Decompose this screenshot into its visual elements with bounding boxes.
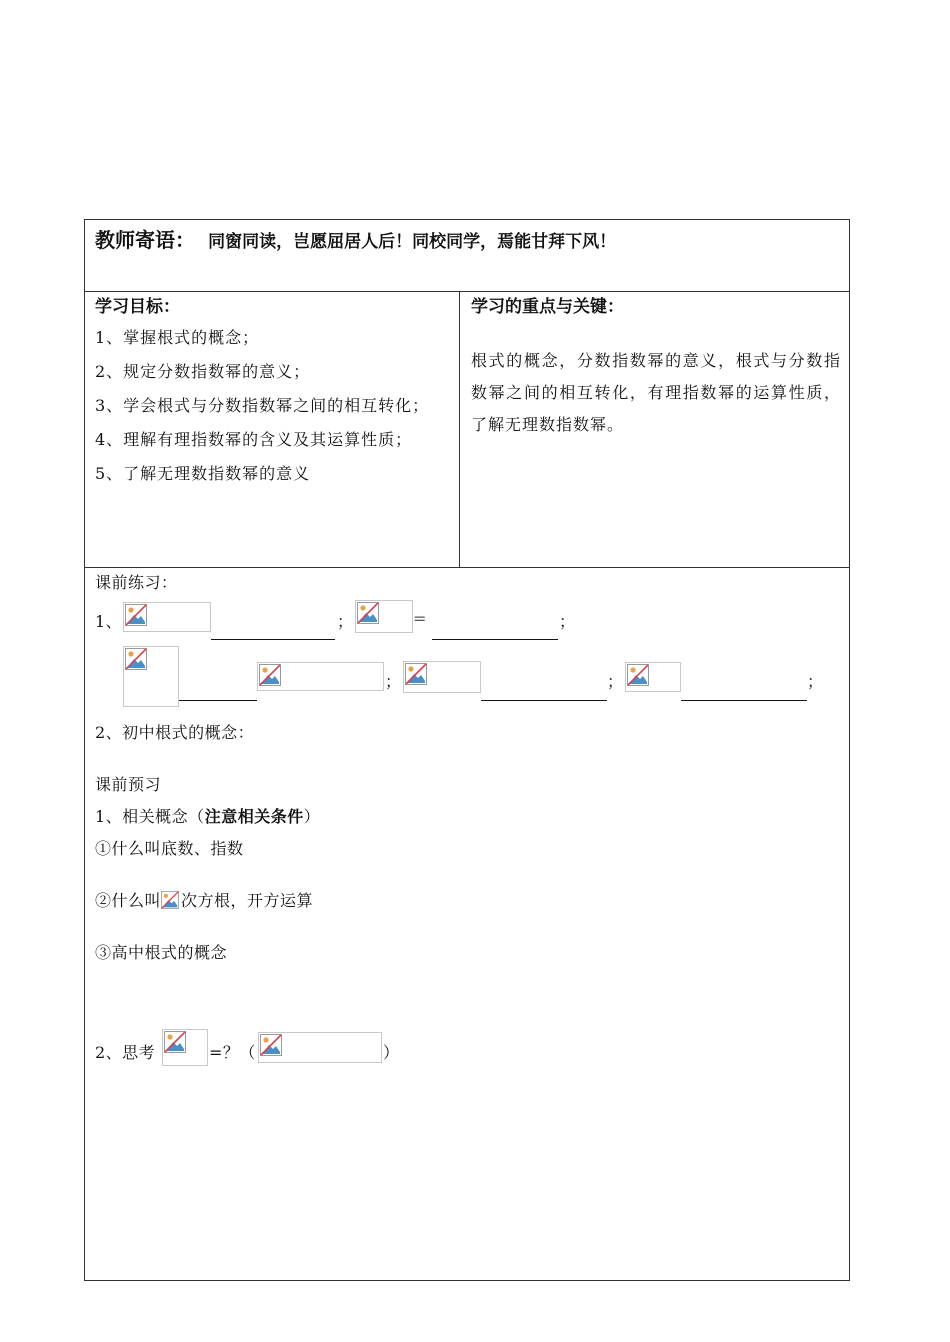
keypoints-text: 根式的概念，分数指数幂的意义，根式与分数指数幂之间的相互转化，有理指数幂的运算性质，了解无理数指数幂。 bbox=[471, 351, 841, 434]
answer-blank[interactable] bbox=[179, 700, 257, 701]
preview-sub-2-prefix: ②什么叫 bbox=[95, 891, 162, 910]
inline-formula-image bbox=[161, 891, 181, 909]
broken-image-icon bbox=[260, 1034, 282, 1056]
formula-image bbox=[403, 661, 481, 693]
practice-title: 课前练习： bbox=[95, 573, 178, 592]
separator: ； bbox=[607, 672, 624, 691]
preview-item-1-suffix: ） bbox=[303, 807, 321, 826]
answer-blank[interactable] bbox=[681, 700, 807, 701]
row-divider-objectives bbox=[85, 567, 849, 568]
separator: ； bbox=[807, 672, 824, 691]
formula-image bbox=[258, 1032, 382, 1063]
objectives-list bbox=[95, 322, 450, 490]
broken-image-icon bbox=[164, 1031, 186, 1053]
preview-sub-2 bbox=[95, 888, 313, 911]
practice-q2: 2、初中根式的概念： bbox=[95, 723, 255, 742]
separator: ； bbox=[559, 612, 576, 631]
broken-image-icon bbox=[405, 663, 427, 685]
equals-sign: = bbox=[413, 609, 427, 628]
keypoints-title: 学习的重点与关键： bbox=[471, 297, 624, 317]
practice-q1-number: 1、 bbox=[95, 612, 123, 631]
row-divider-header bbox=[85, 291, 849, 292]
preview-sub-1: ①什么叫底数、指数 bbox=[95, 839, 244, 858]
answer-blank[interactable] bbox=[481, 700, 607, 701]
preview-item-1-emphasis: 注意相关条件 bbox=[204, 807, 304, 826]
objectives-title: 学习目标： bbox=[95, 297, 180, 317]
objective-item: 1、掌握根式的概念； bbox=[95, 328, 260, 347]
teacher-message-row bbox=[95, 224, 616, 253]
objective-item: 3、学会根式与分数指数幂之间的相互转化； bbox=[95, 396, 430, 415]
preview-item-1-prefix: 1、相关概念（ bbox=[95, 807, 205, 826]
think-end: ） bbox=[383, 1043, 400, 1062]
objective-item: 4、理解有理指数幂的含义及其运算性质； bbox=[95, 430, 413, 449]
answer-blank[interactable] bbox=[211, 639, 335, 640]
broken-image-icon bbox=[259, 664, 281, 686]
broken-image-icon bbox=[161, 891, 179, 909]
separator: ； bbox=[337, 612, 354, 631]
column-divider bbox=[459, 291, 460, 567]
broken-image-icon bbox=[627, 664, 649, 686]
formula-image bbox=[123, 646, 179, 707]
preview-sub-3: ③高中根式的概念 bbox=[95, 943, 228, 962]
formula-image bbox=[257, 662, 384, 691]
broken-image-icon bbox=[125, 648, 147, 670]
lesson-plan-table bbox=[84, 219, 850, 1281]
teacher-message-text: 同窗同读，岂愿屈居人后！同校同学，焉能甘拜下风！ bbox=[208, 232, 617, 252]
preview-sub-2-suffix: 次方根，开方运算 bbox=[181, 891, 314, 910]
formula-image bbox=[123, 602, 211, 632]
preview-item-1 bbox=[95, 804, 320, 827]
preview-title: 课前预习 bbox=[95, 775, 162, 794]
think-middle: =？（ bbox=[209, 1043, 256, 1062]
answer-blank[interactable] bbox=[432, 639, 558, 640]
formula-image bbox=[162, 1029, 208, 1066]
objective-item: 5、了解无理数指数幂的意义 bbox=[95, 464, 311, 483]
formula-image bbox=[625, 662, 681, 692]
separator: ； bbox=[385, 672, 402, 691]
broken-image-icon bbox=[357, 602, 379, 624]
objective-item: 2、规定分数指数幂的意义； bbox=[95, 362, 311, 381]
formula-image bbox=[355, 600, 413, 633]
teacher-message-label: 教师寄语： bbox=[95, 228, 195, 252]
think-prefix: 2、思考 bbox=[95, 1043, 156, 1062]
broken-image-icon bbox=[125, 604, 147, 626]
